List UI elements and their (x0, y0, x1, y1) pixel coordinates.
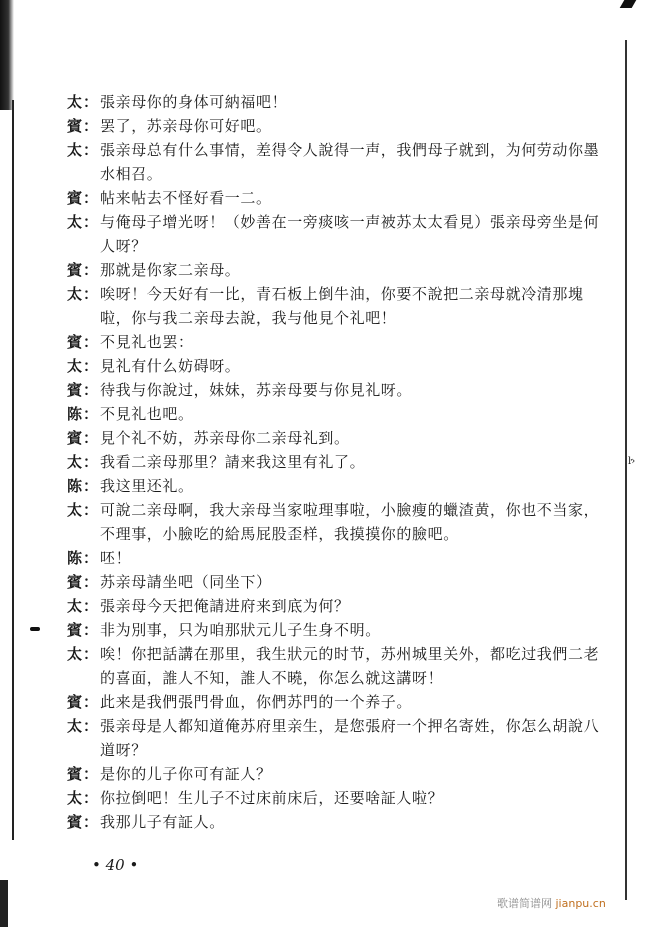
speaker-label: 賓： (67, 429, 100, 447)
dialogue-block (67, 90, 612, 834)
speaker-label: 陈： (67, 477, 100, 495)
dialogue-line (67, 714, 612, 762)
dialogue-line (67, 426, 612, 450)
dialogue-text: 我看二亲母那里？請来我这里有礼了。 (100, 453, 366, 471)
dialogue-line (67, 114, 612, 138)
dialogue-text: 唉！你把話講在那里，我生狀元的时节，苏州城里关外，都吃过我們二老的喜面，誰人不知，誰人不曉，你怎么就这講呀！ (100, 645, 600, 687)
speaker-label: 太： (67, 789, 100, 807)
speaker-label: 太： (67, 93, 100, 111)
dialogue-line (67, 378, 612, 402)
speaker-label: 賓： (67, 693, 100, 711)
speaker-label: 賓： (67, 765, 100, 783)
dialogue-line (67, 450, 612, 474)
dialogue-text: 帖来帖去不怪好看一二。 (100, 189, 272, 207)
dialogue-line (67, 402, 612, 426)
dialogue-line (67, 90, 612, 114)
dialogue-text: 不見礼也罢： (100, 333, 194, 351)
scan-left-bottom-shadow (0, 880, 8, 927)
speaker-label: 賓： (67, 381, 100, 399)
speaker-label: 賓： (67, 189, 100, 207)
dialogue-text: 見礼有什么妨碍呀。 (100, 357, 241, 375)
dialogue-line (67, 258, 612, 282)
dialogue-text: 你拉倒吧！生儿子不过床前床后，还要啥証人啦？ (100, 789, 444, 807)
speaker-label: 太： (67, 285, 100, 303)
speaker-label: 太： (67, 501, 100, 519)
speaker-label: 太： (67, 213, 100, 231)
dialogue-line (67, 594, 612, 618)
dialogue-line (67, 330, 612, 354)
dialogue-text: 張亲母你的身体可納福吧！ (100, 93, 288, 111)
speaker-label: 賓： (67, 573, 100, 591)
speaker-label: 陈： (67, 405, 100, 423)
dialogue-text: 張亲母总有什么事情，差得令人說得一声，我們母子就到，为何劳动你墨水相召。 (100, 141, 600, 183)
dialogue-line (67, 186, 612, 210)
dialogue-text: 罢了，苏亲母你可好吧。 (100, 117, 272, 135)
dialogue-text: 那就是你家二亲母。 (100, 261, 241, 279)
speaker-label: 太： (67, 453, 100, 471)
speaker-label: 賓： (67, 621, 100, 639)
dialogue-text: 苏亲母請坐吧（同坐下） (100, 573, 272, 591)
margin-mark: ŀ› (628, 456, 636, 467)
dialogue-line (67, 282, 612, 330)
speaker-label: 賓： (67, 261, 100, 279)
ink-dash-mark (30, 627, 40, 631)
dialogue-line (67, 642, 612, 690)
dialogue-line (67, 138, 612, 186)
scan-right-border (625, 40, 627, 900)
dialogue-line (67, 570, 612, 594)
speaker-label: 太： (67, 357, 100, 375)
dialogue-text: 此来是我們張門骨血，你們苏門的一个养子。 (100, 693, 413, 711)
dialogue-line (67, 762, 612, 786)
dialogue-text: 見个礼不妨，苏亲母你二亲母礼到。 (100, 429, 350, 447)
scan-corner-mark (620, 0, 637, 8)
dialogue-text: 不見礼也吧。 (100, 405, 194, 423)
watermark-latin: jianpu.cn (555, 897, 606, 910)
dialogue-line (67, 546, 612, 570)
dialogue-text: 待我与你說过，妹妹，苏亲母要与你見礼呀。 (100, 381, 413, 399)
dialogue-line (67, 354, 612, 378)
scan-left-border (12, 100, 14, 840)
page-number: • 40 • (92, 856, 139, 874)
dialogue-line (67, 498, 612, 546)
dialogue-text: 非为別事，只为咱那狀元儿子生身不明。 (100, 621, 381, 639)
dialogue-line (67, 786, 612, 810)
dialogue-text: 我这里还礼。 (100, 477, 194, 495)
dialogue-line (67, 618, 612, 642)
speaker-label: 太： (67, 141, 100, 159)
dialogue-text: 我那儿子有証人。 (100, 813, 225, 831)
dialogue-text: 呸！ (100, 549, 132, 567)
speaker-label: 太： (67, 597, 100, 615)
speaker-label: 太： (67, 645, 100, 663)
dialogue-line (67, 810, 612, 834)
watermark-cn: 歌谱简谱网 (497, 897, 556, 910)
dialogue-text: 張亲母今天把俺請进府来到底为何？ (100, 597, 350, 615)
speaker-label: 賓： (67, 333, 100, 351)
speaker-label: 賓： (67, 813, 100, 831)
dialogue-text: 唉呀！今天好有一比，青石板上倒牛油，你要不說把二亲母就冷清那塊啦，你与我二亲母去說，我与他見个礼吧！ (100, 285, 584, 327)
dialogue-line (67, 474, 612, 498)
dialogue-text: 張亲母是人都知道俺苏府里亲生，是您張府一个押名寄姓，你怎么胡說八道呀？ (100, 717, 600, 759)
dialogue-line (67, 210, 612, 258)
dialogue-text: 与俺母子增光呀！（妙善在一旁痰咳一声被苏太太看見）張亲母旁坐是何人呀？ (100, 213, 600, 255)
speaker-label: 陈： (67, 549, 100, 567)
speaker-label: 太： (67, 717, 100, 735)
dialogue-line (67, 690, 612, 714)
scan-binding-shadow (0, 0, 14, 110)
dialogue-text: 可說二亲母啊，我大亲母当家啦理事啦，小臉瘦的蠟渣黄，你也不当家，不理事，小臉吃的給馬屁股歪样，我摸摸你的臉吧。 (100, 501, 600, 543)
watermark (497, 895, 606, 911)
speaker-label: 賓： (67, 117, 100, 135)
dialogue-text: 是你的儿子你可有証人？ (100, 765, 272, 783)
